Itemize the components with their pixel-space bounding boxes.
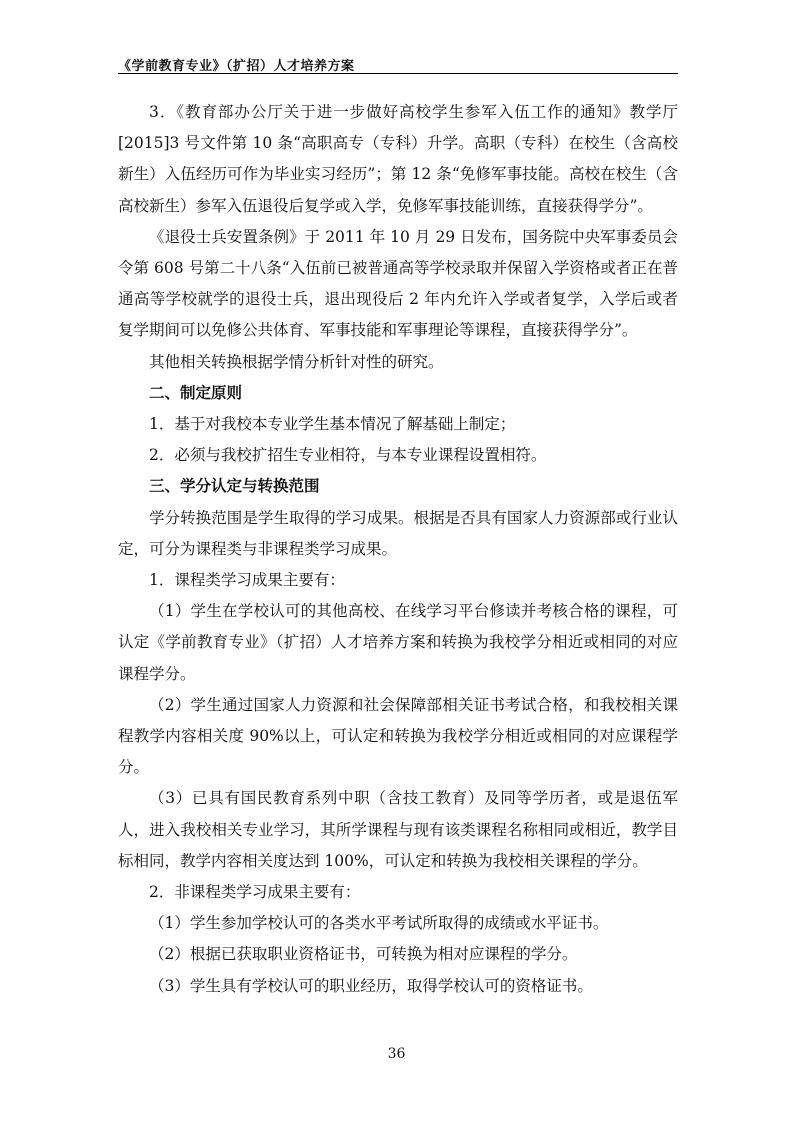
subheading-course-outcomes: 1．课程类学习成果主要有： — [149, 571, 345, 590]
document-body — [118, 97, 678, 1002]
paragraph-veteran-regulation: 《退役士兵安置条例》于 2011 年 10 月 29 日发布，国务院中央军事委员会令第 608 号第二十八条“入伍前已被普通高等学校录取并保留入学资格或者正在普通高等学校就学的退役士兵，退出现役后 2 年内允许入学或者复学，入学后或者复学期间可以免修公共体育、军事技能和军事理论等课程，直接获得学分”。 — [118, 227, 678, 340]
principle-item-2: 2．必须与我校扩招生专业相符，与本专业课程设置相符。 — [149, 446, 547, 465]
noncourse-outcome-item-2: （2）根据已获取职业资格证书，可转换为相对应课程的学分。 — [149, 945, 578, 964]
running-header: 《学前教育专业》（扩招）人才培养方案 — [118, 59, 355, 74]
course-outcome-item-1: （1）学生在学校认可的其他高校、在线学习平台修读并考核合格的课程，可认定《学前教育专业》（扩招）人才培养方案和转换为我校学分相近或相同的对应课程学分。 — [118, 602, 678, 683]
header-rule — [118, 73, 678, 74]
principle-item-1: 1．基于对我校本专业学生基本情况了解基础上制定； — [149, 415, 516, 434]
paragraph-scope-intro: 学分转换范围是学生取得的学习成果。根据是否具有国家人力资源部或行业认定，可分为课程类与非课程类学习成果。 — [118, 508, 678, 558]
page-number: 36 — [387, 1046, 406, 1062]
section-heading-scope: 三、学分认定与转换范围 — [149, 477, 320, 496]
paragraph-other-conversion: 其他相关转换根据学情分析针对性的研究。 — [149, 352, 444, 371]
subheading-noncourse-outcomes: 2．非课程类学习成果主要有： — [149, 883, 361, 902]
course-outcome-item-2: （2）学生通过国家人力资源和社会保障部相关证书考试合格，和我校相关课程教学内容相关度 90%以上，可认定和转换为我校学分相近或相同的对应课程学分。 — [118, 695, 678, 777]
noncourse-outcome-item-3: （3）学生具有学校认可的职业经历，取得学校认可的资格证书。 — [149, 976, 593, 995]
course-outcome-item-3: （3）已具有国民教育系列中职（含技工教育）及同等学历者，或是退伍军人，进入我校相关专业学习，其所学课程与现有该类课程名称相同或相近，教学目标相同，教学内容相关度达到 100%，可认定和转换为我校相关课程的学分。 — [118, 789, 678, 870]
paragraph-notice-3: 3．《教育部办公厅关于进一步做好高校学生参军入伍工作的通知》教学厅[2015]3 号文件第 10 条“高职高专（专科）升学。高职（专科）在校生（含高校新生）入伍经历可作为毕业实习经历”；第 12 条“免修军事技能。高校在校生（含高校新生）参军入伍退役后复学或入学，免修军事技能训练，直接获得学分”。 — [118, 103, 678, 215]
section-heading-principles: 二、制定原则 — [149, 383, 243, 402]
noncourse-outcome-item-1: （1）学生参加学校认可的各类水平考试所取得的成绩或水平证书。 — [149, 914, 609, 933]
